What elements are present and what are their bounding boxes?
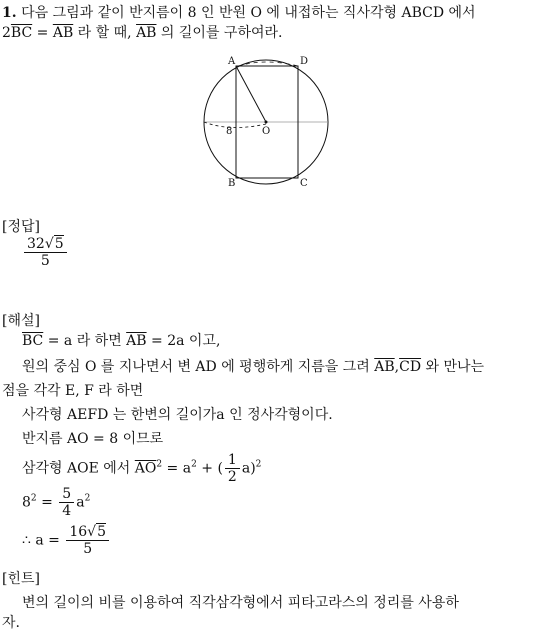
radius-ao <box>236 66 266 122</box>
answer-fraction <box>24 236 67 269</box>
exponent: 2 <box>30 493 37 504</box>
explanation-line-6 <box>22 452 261 485</box>
text: 의 길이를 구하여라. <box>156 25 283 41</box>
explanation-header: [해설] <box>2 313 40 329</box>
numerator-coef: 16 <box>69 524 88 540</box>
hint-line-2: 자. <box>2 615 20 631</box>
text: = a <box>162 460 192 477</box>
text: a <box>76 494 85 511</box>
segment-ab: $\overline{AB}$ <box>52 25 74 41</box>
fraction-five-fourths <box>59 486 74 519</box>
text: 라 할 때, <box>73 25 137 41</box>
segment-ab: $\overline{AB}$ <box>374 359 395 375</box>
text: 삼각형 AOE 에서 <box>22 460 135 477</box>
denominator: 5 <box>83 541 93 557</box>
text: = a 라 하면 <box>43 333 127 349</box>
text: 원의 중심 O 를 지나면서 변 AD 에 평행하게 지름을 그려 <box>22 359 375 375</box>
segment-ao: $\overline{AO}$ <box>134 460 157 477</box>
text: + ( <box>196 460 223 477</box>
numerator: 1 <box>225 452 240 469</box>
label-d: D <box>300 56 309 67</box>
text: 8 <box>22 494 31 511</box>
explanation-line-2 <box>22 358 484 376</box>
exponent: 2 <box>84 493 91 504</box>
problem-number: 1. <box>2 5 17 21</box>
problem-line-2 <box>2 24 282 42</box>
text: a) <box>241 460 256 477</box>
sqrt: √5 <box>87 524 107 540</box>
segment-cd: $\overline{CD}$ <box>399 359 422 375</box>
segment-bc: $\overline{BC}$ <box>10 25 33 41</box>
problem-text: 다음 그림과 같이 반지름이 8 인 반원 O 에 내접하는 직사각형 ABCD 에서 <box>21 5 476 21</box>
denominator: 4 <box>62 503 72 519</box>
denominator: 2 <box>227 469 237 485</box>
coef: 2 <box>2 25 11 41</box>
radicand: 5 <box>54 236 64 252</box>
geometry-diagram <box>190 52 340 192</box>
semicircle-arc-dashed <box>204 122 266 128</box>
hint-line-1: 변의 길이의 비를 이용하여 직각삼각형에서 피타고라스의 정리를 사용하 <box>22 595 459 611</box>
explanation-line-7 <box>22 486 90 519</box>
exponent: 2 <box>156 459 163 470</box>
label-radius: 8 <box>226 126 233 137</box>
answer-value <box>22 236 69 269</box>
comma: , <box>394 359 400 375</box>
text: ∴ a = <box>22 532 65 549</box>
text: = 2a 이고, <box>146 333 221 349</box>
explanation-line-1 <box>22 332 220 350</box>
label-c: C <box>300 178 308 189</box>
segment-ab: $\overline{AB}$ <box>136 25 157 41</box>
result-fraction <box>66 524 109 557</box>
explanation-line-5: 반지름 AO = 8 이므로 <box>22 431 164 447</box>
exponent: 2 <box>255 459 262 470</box>
equals: = <box>32 25 53 41</box>
label-o: O <box>262 126 271 137</box>
segment-bc: $\overline{BC}$ <box>22 333 44 349</box>
fraction-half <box>225 452 240 485</box>
center-point <box>265 121 268 124</box>
answer-header: [정답] <box>2 219 40 235</box>
numerator-coef: 32 <box>27 236 45 252</box>
numerator: 5 <box>59 486 74 503</box>
hint-header: [힌트] <box>2 571 40 587</box>
explanation-line-3: 점을 각각 E, F 라 하면 <box>2 383 144 399</box>
exponent: 2 <box>191 459 197 470</box>
explanation-line-4: 사각형 AEFD 는 한변의 길이가a 인 정사각형이다. <box>22 407 333 423</box>
label-a: A <box>228 56 236 67</box>
segment-ab: $\overline{AB}$ <box>126 333 147 349</box>
text: 와 만나는 <box>421 359 485 375</box>
label-b: B <box>228 178 236 189</box>
radicand: 5 <box>97 524 107 540</box>
problem-line-1 <box>2 4 476 22</box>
denominator: 5 <box>40 253 50 269</box>
sqrt: √5 <box>44 236 64 252</box>
explanation-line-8 <box>22 524 111 557</box>
text: = <box>36 494 58 511</box>
